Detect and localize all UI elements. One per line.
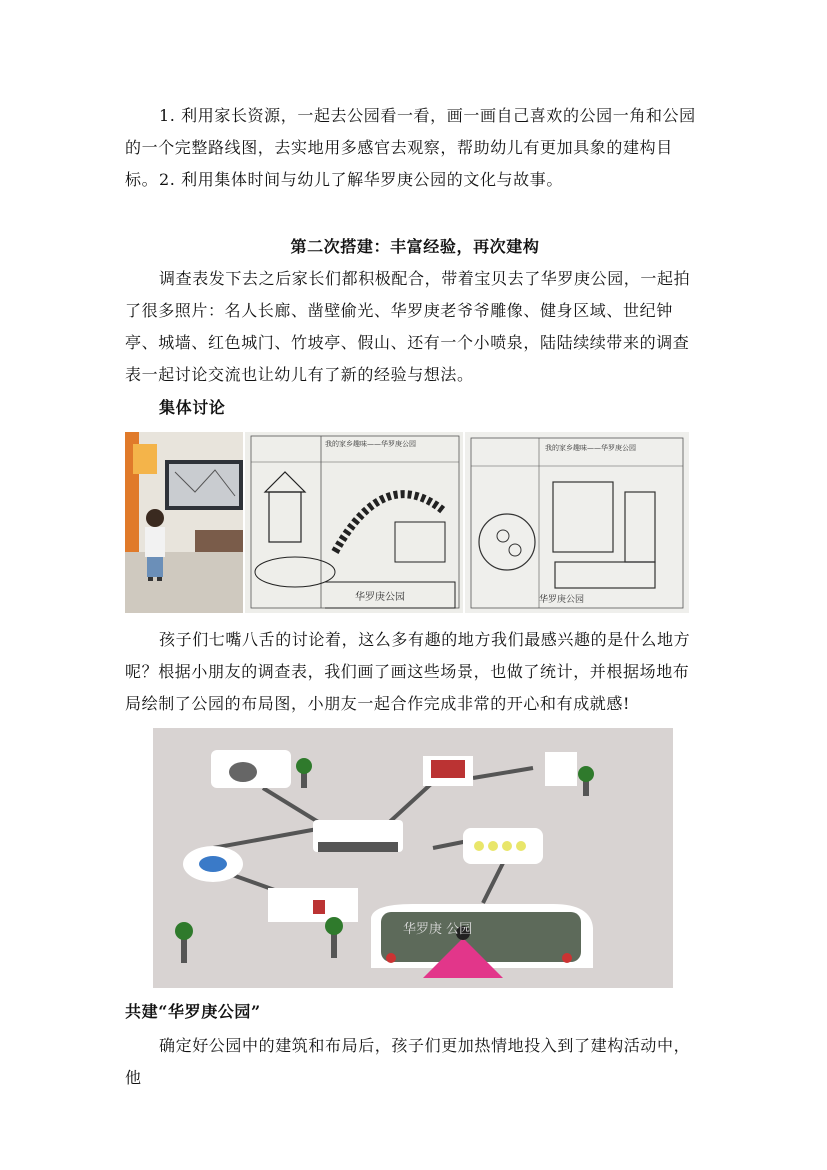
subheading-build: 共建“华罗庚公园”: [125, 1002, 261, 1021]
intro-item-2: 2. 利用集体时间与幼儿了解华罗庚公园的文化与故事。: [159, 170, 563, 189]
photo-park-layout-map: [153, 728, 673, 988]
paragraph-survey: 调查表发下去之后家长们都积极配合，带着宝贝去了华罗庚公园，一起拍了很多照片：名人长廊、凿壁偷光、华罗庚老爷爷雕像、健身区域、世纪钟亭、城墙、红色城门、竹坡亭、假山、还有一个小喷泉，陆陆续续带来的调查表一起讨论交流也让幼儿有了新的经验与想法。: [125, 269, 691, 384]
survey2-label: 华罗庚公园: [539, 595, 585, 605]
photo-survey-sheet-2: [465, 432, 689, 613]
survey1-title: 我的家乡趣味——华罗庚公园: [325, 440, 416, 448]
photo-survey-sheet-1: [245, 432, 463, 613]
intro-item-1: 1. 利用家长资源，一起去公园看一看，画一画自己喜欢的公园一角和公园的一个完整路线图，去实地用多感官去观察，帮助幼儿有更加具象的建构目标。: [125, 106, 696, 189]
section-heading: 第二次搭建：丰富经验，再次建构: [290, 237, 540, 256]
survey2-title: 我的家乡趣味——华罗庚公园: [545, 444, 636, 452]
paragraph-discussion: 孩子们七嘴八舌的讨论着，这么多有趣的地方我们最感兴趣的是什么地方呢？根据小朋友的调查表，我们画了画这些场景，也做了统计，并根据场地布局绘制了公园的布局图，小朋友一起合作完成非常的开心和有成就感!: [125, 630, 691, 713]
subheading-discussion: 集体讨论: [159, 398, 226, 417]
photo-child-presentation: [125, 432, 243, 613]
survey1-label: 华罗庚公园: [355, 592, 405, 603]
paragraph-build: 确定好公园中的建筑和布局后，孩子们更加热情地投入到了建构活动中，他: [125, 1036, 691, 1087]
map-label: 华罗庚 公园: [403, 922, 473, 937]
